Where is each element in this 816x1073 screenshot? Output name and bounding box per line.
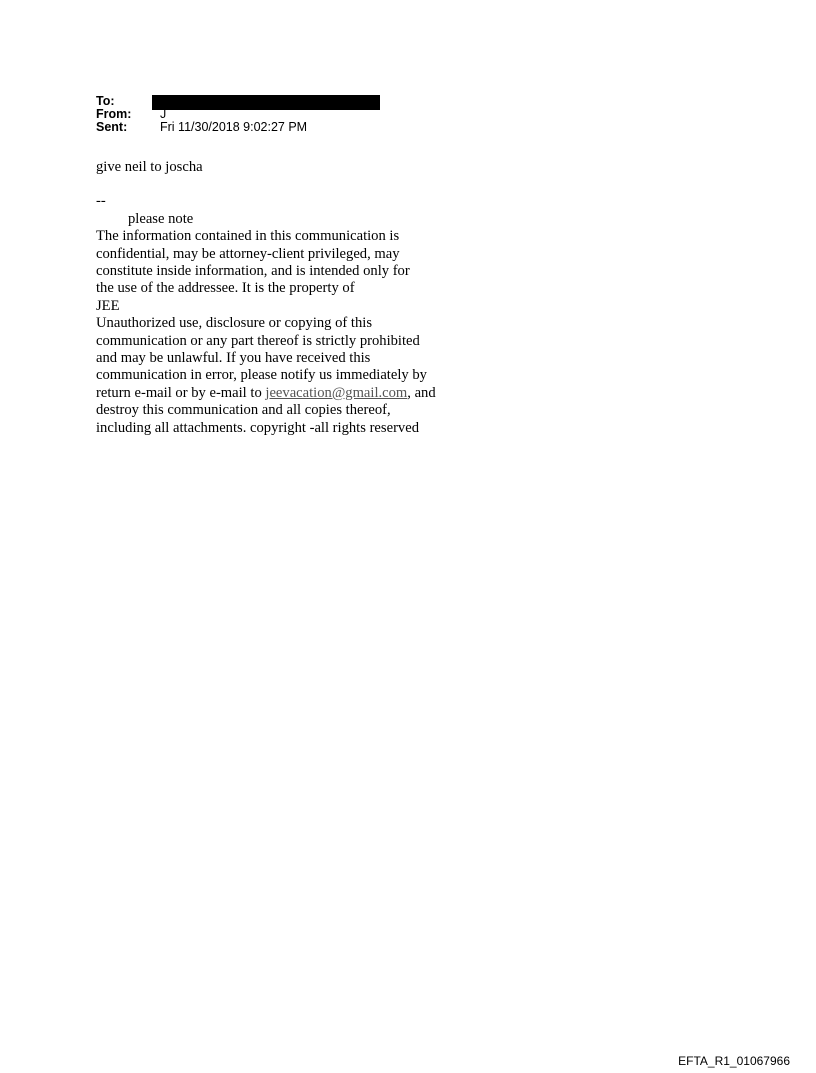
spacer — [96, 176, 496, 193]
email-header — [96, 95, 380, 134]
disclaimer-line: the use of the addressee. It is the property of — [96, 280, 355, 297]
sent-value: Fri 11/30/2018 9:02:27 PM — [160, 120, 308, 134]
email-contact-line — [96, 385, 496, 402]
to-label: To: — [96, 94, 115, 108]
to-row — [96, 95, 380, 108]
email-line-suffix: , and — [407, 384, 436, 401]
sent-row — [96, 121, 380, 134]
disclaimer-line: JEE — [96, 297, 120, 314]
email-body — [96, 159, 496, 437]
from-value: J — [160, 107, 167, 121]
disclaimer-line: confidential, may be attorney-client privileged, may — [96, 245, 400, 262]
note-heading: please note — [128, 210, 194, 227]
disclaimer-line: constitute inside information, and is intended only for — [96, 263, 410, 280]
sent-label: Sent: — [96, 120, 128, 134]
signature-separator: -- — [96, 193, 106, 210]
document-id: EFTA_R1_01067966 — [678, 1054, 790, 1068]
disclaimer-line: Unauthorized use, disclosure or copying of this — [96, 315, 373, 332]
from-label: From: — [96, 107, 132, 121]
disclaimer-line: communication or any part thereof is strictly prohibited — [96, 332, 420, 349]
disclaimer-line: including all attachments. copyright -all rights reserved — [96, 419, 419, 436]
disclaimer-line: and may be unlawful. If you have received this — [96, 350, 371, 367]
email-line-prefix: return e-mail or by e-mail to — [96, 384, 266, 401]
disclaimer-line: communication in error, please notify us immediately by — [96, 367, 427, 384]
email-link[interactable]: jeevacation@gmail.com — [265, 384, 408, 401]
disclaimer-line: The information contained in this communication is — [96, 228, 400, 245]
disclaimer-line: destroy this communication and all copies thereof, — [96, 402, 391, 419]
redacted-recipient — [152, 95, 380, 110]
message-text: give neil to joscha — [96, 159, 203, 175]
